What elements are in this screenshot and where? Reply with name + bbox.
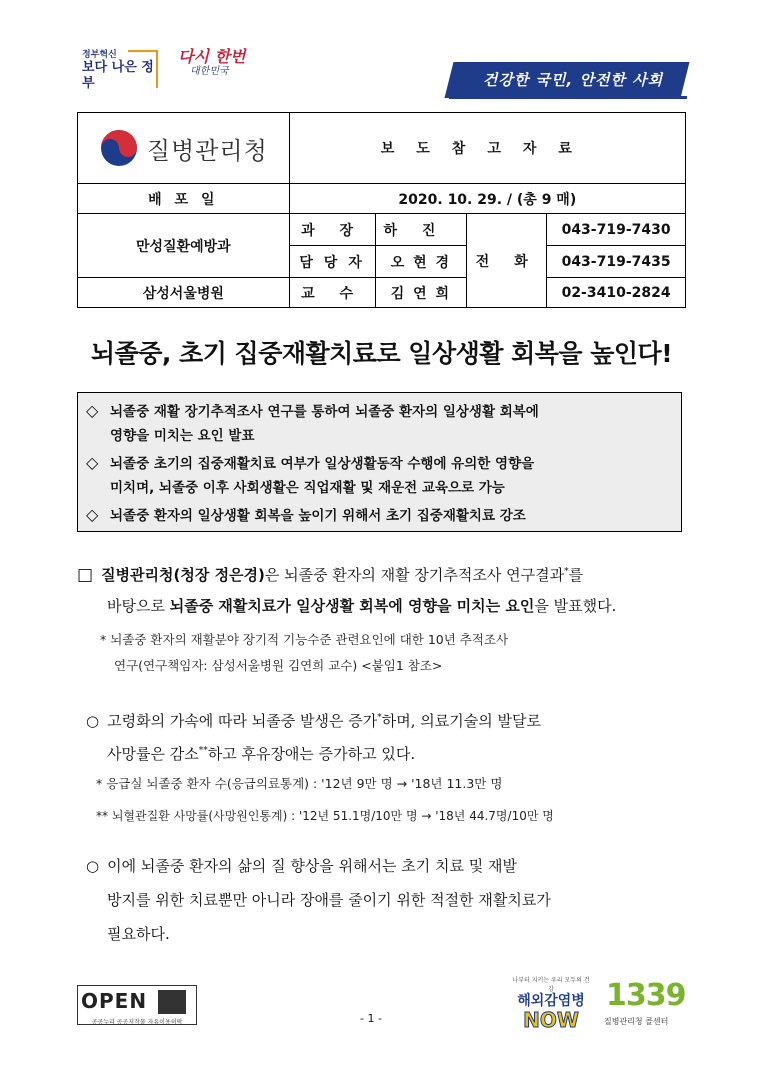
footnote-1-line2: 연구(연구책임자: 삼성서울병원 김연희 교수) <붙임1 참조> — [114, 658, 443, 673]
footnote-3: ** 뇌혈관질환 사망률(사망원인통계) : '12년 51.1명/10만 명 → '18년 44.7명/10만 명 — [96, 809, 554, 823]
contact-role-2: 담 당 자 — [289, 246, 375, 278]
open-license-subtext: 공공누리 공공저작물 자유이용허락 — [91, 1019, 183, 1026]
license-type-icon — [158, 990, 186, 1014]
p1-bold-lead: 질병관리청(청장 정은경) — [101, 566, 265, 584]
diamond-icon: ◇ — [86, 505, 99, 524]
summary-item-line2: 영향을 미치는 요인 발표 — [110, 428, 255, 444]
body-paragraph-1 — [77, 556, 697, 591]
dept-name-1: 만성질환예방과 — [78, 214, 290, 278]
gov-logo-small-text: 정부혁신 — [82, 50, 117, 60]
callcenter-1339-logo: 1339 — [606, 978, 686, 1013]
summary-item-line2: 미치며, 뇌졸중 이후 사회생활은 직업재활 및 재운전 교육으로 가능 — [110, 480, 505, 496]
p1-text: 은 뇌졸중 환자의 재활 장기추적조사 연구결과 — [264, 566, 565, 584]
page-number: - 1 - — [360, 1012, 382, 1025]
p1-line2-bold: 뇌졸중 재활치료가 일상생활 회복에 영향을 미치는 요인 — [169, 597, 535, 615]
press-title: 보도참고자료 — [289, 113, 685, 184]
diamond-icon: ◇ — [86, 453, 99, 472]
summary-item — [86, 399, 678, 448]
dept-name-2: 삼성서울병원 — [78, 278, 290, 308]
circle-bullet-icon: ○ — [86, 857, 100, 875]
contact-name-1: 하 진 — [375, 214, 467, 246]
circle-bullet-icon: ○ — [86, 712, 100, 730]
contact-role-1: 과 장 — [289, 214, 375, 246]
slogan-text: 건강한 국민, 안전한 사회 — [482, 71, 664, 89]
now-logo-title: 해외감염병 — [517, 993, 585, 1009]
gov-logo-big-text: 보다 나은 정부 — [82, 60, 154, 91]
body-paragraph-3-line3: 필요하다. — [107, 925, 170, 943]
gov-innovation-logo — [82, 50, 162, 90]
summary-item-line1: 뇌졸중 환자의 일상생활 회복을 높이기 위해서 초기 집중재활치료 강조 — [110, 508, 526, 524]
phone-3: 02-3410-2824 — [547, 278, 686, 308]
body-paragraph-3 — [86, 850, 696, 882]
body-paragraph-2 — [86, 702, 696, 737]
agency-name: 질병관리청 — [146, 136, 268, 165]
gov-logo-bracket-icon — [128, 50, 158, 88]
summary-item — [86, 451, 678, 500]
summary-item — [86, 503, 678, 528]
phone-2: 043-719-7435 — [547, 246, 686, 278]
p1-line2-a: 바탕으로 — [107, 597, 170, 615]
body-paragraph-3-line2: 방지를 위한 치료뿐만 아니라 장애를 줄이기 위한 적절한 재활치료가 — [107, 891, 551, 909]
square-bullet-icon: □ — [77, 565, 94, 585]
p1-star: * — [564, 567, 569, 577]
phone-label: 전 화 — [467, 214, 547, 308]
contact-name-2: 오 현 경 — [375, 246, 467, 278]
p1-line2-b: 을 발표했다. — [534, 597, 617, 615]
summary-item-line1: 뇌졸중 재활 장기추적조사 연구를 통하여 뇌졸중 환자의 일상생활 회복에 — [110, 404, 539, 420]
p2-star: * — [377, 713, 382, 723]
korea-logo-bottom-text: 대한민국 — [190, 66, 229, 77]
korea-logo-top-text: 다시 한번 — [178, 47, 246, 66]
now-logo-tagline: 나부터 지키는 우리 모두의 건강 — [512, 977, 590, 993]
body-paragraph-2-line2 — [107, 735, 697, 770]
contact-name-3: 김 연 희 — [375, 278, 467, 308]
now-logo-now: NOW — [523, 1008, 579, 1032]
footnote-1-line1: * 뇌졸중 환자의 재활분야 장기적 기능수준 관련요인에 대한 10년 추적조사 — [100, 632, 509, 647]
taegeuk-icon — [99, 128, 139, 168]
contact-role-3: 교 수 — [289, 278, 375, 308]
press-header-table — [77, 112, 686, 308]
p3-line1: 이에 뇌졸중 환자의 삶의 질 향상을 위해서는 초기 치료 및 재발 — [107, 857, 518, 875]
slogan-underline — [449, 96, 687, 99]
footnote-2: * 응급실 뇌졸중 환자 수(응급의료통계) : '12년 9만 명 → '18년 11.3만 명 — [96, 776, 503, 791]
headline: 뇌졸중, 초기 집중재활치료로 일상생활 회복을 높인다! — [90, 339, 673, 368]
dist-date-label: 배 포 일 — [78, 184, 290, 214]
diamond-icon: ◇ — [86, 401, 99, 420]
open-license-text: OPEN — [81, 989, 148, 1013]
overseas-infection-now-logo — [510, 975, 592, 1032]
p2-line1: 고령화의 가속에 따라 뇌졸중 발생은 증가 — [107, 712, 378, 730]
summary-box — [77, 392, 682, 532]
p2-line1b: 하며, 의료기술의 발달로 — [381, 712, 541, 730]
p2-line2a: 사망률은 감소 — [107, 745, 199, 763]
phone-1: 043-719-7430 — [547, 214, 686, 246]
korea-slogan-logo — [178, 48, 248, 92]
callcenter-subtext: 질병관리청 콜센터 — [604, 1017, 669, 1026]
p2-star2: ** — [198, 746, 208, 756]
body-paragraph-1-line2 — [107, 590, 697, 622]
p1-end: 를 — [568, 566, 584, 584]
dist-date-value: 2020. 10. 29. / (총 9 매) — [289, 184, 685, 214]
agency-logo-cell — [78, 113, 290, 184]
p2-line2b: 하고 후유장애는 증가하고 있다. — [207, 745, 416, 763]
summary-item-line1: 뇌졸중 초기의 집중재활치료 여부가 일상생활동작 수행에 유의한 영향을 — [110, 456, 535, 472]
